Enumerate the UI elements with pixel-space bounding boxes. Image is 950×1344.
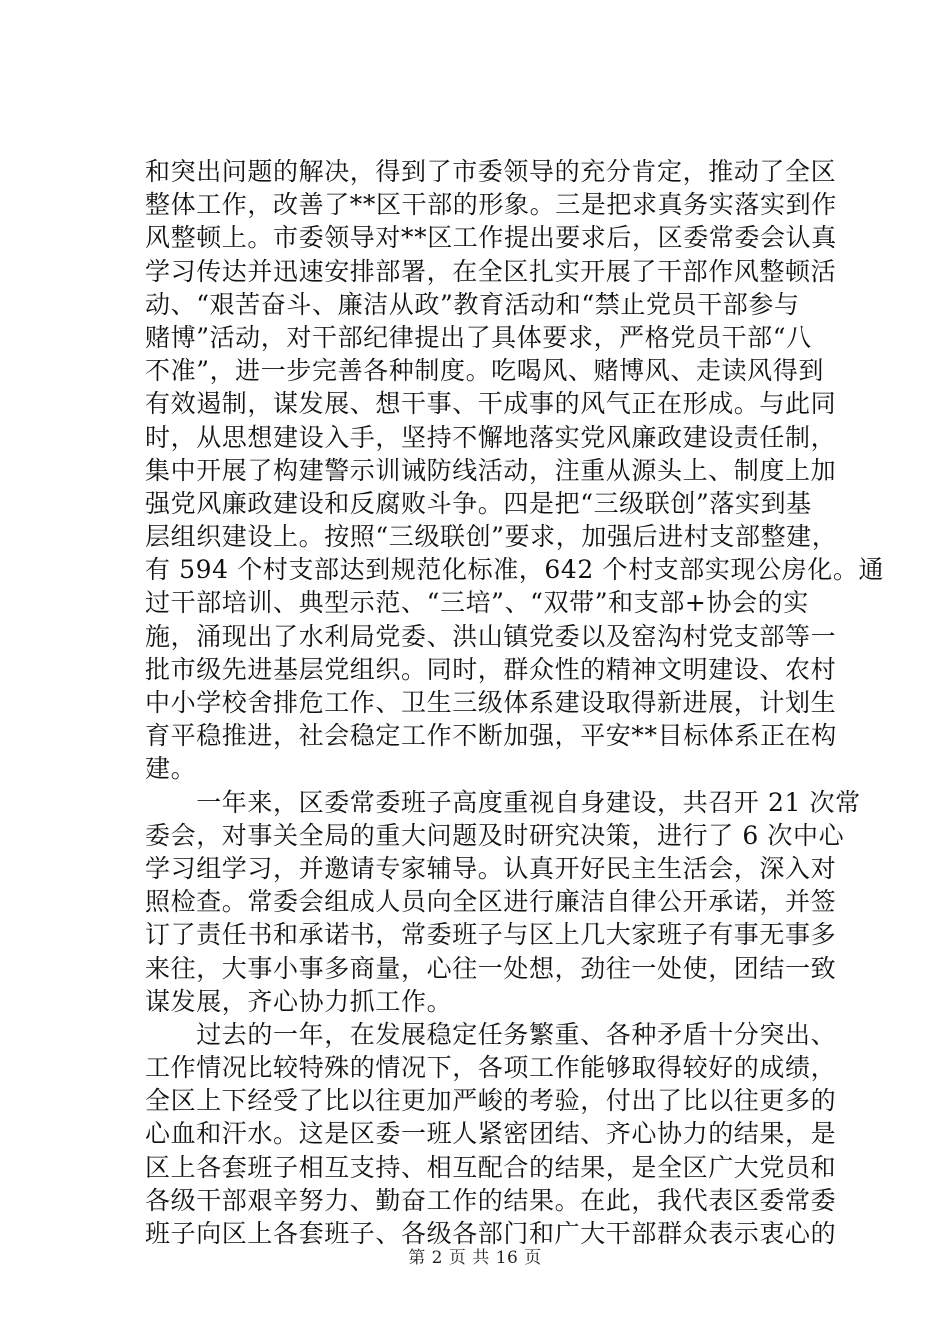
text-line: 一年来，区委常委班子高度重视自身建设，共召开 21 次常 (145, 787, 861, 817)
text-line: 全区上下经受了比以往更加严峻的考验，付出了比以往更多的 (145, 1086, 837, 1116)
text-line: 班子向区上各套班子、各级各部门和广大干部群众表示衷心的 (145, 1219, 837, 1248)
text-line: 有 594 个村支部达到规范化标准，642 个村支部实现公房化。通 (145, 555, 885, 585)
text-line: 时，从思想建设入手，坚持不懈地落实党风廉政建设责任制， (145, 422, 837, 452)
text-line: 建。 (145, 754, 197, 784)
text-line: 过去的一年，在发展稳定任务繁重、各种矛盾十分突出、 (145, 1019, 837, 1049)
text-line: 委会，对事关全局的重大问题及时研究决策，进行了 6 次中心 (145, 820, 845, 850)
text-line: 风整顿上。市委领导对**区工作提出要求后，区委常委会认真 (145, 223, 837, 253)
text-line: 层组织建设上。按照“三级联创”要求，加强后进村支部整建， (145, 522, 838, 552)
body-text (145, 155, 885, 1250)
text-line: 强党风廉政建设和反腐败斗争。四是把“三级联创”落实到基 (145, 488, 812, 518)
text-line: 动、“艰苦奋斗、廉洁从政”教育活动和“禁止党员干部参与 (145, 289, 800, 319)
text-line: 区上各套班子相互支持、相互配合的结果，是全区广大党员和 (145, 1152, 837, 1182)
text-line: 各级干部艰辛努力、勤奋工作的结果。在此，我代表区委常委 (145, 1185, 837, 1215)
text-line: 和突出问题的解决，得到了市委领导的充分肯定，推动了全区 (145, 157, 837, 186)
text-line: 订了责任书和承诺书，常委班子与区上几大家班子有事无事多 (145, 920, 837, 950)
text-line: 施，涌现出了水利局党委、洪山镇党委以及窑沟村党支部等一 (145, 621, 837, 651)
text-line: 批市级先进基层党组织。同时，群众性的精神文明建设、农村 (145, 654, 837, 684)
text-line: 学习组学习，并邀请专家辅导。认真开好民主生活会，深入对 (145, 853, 837, 883)
text-line: 来往，大事小事多商量，心往一处想，劲往一处使，团结一致 (145, 953, 837, 983)
text-line: 赌博”活动，对干部纪律提出了具体要求，严格党员干部“八 (145, 322, 812, 352)
text-line: 学习传达并迅速安排部署，在全区扎实开展了干部作风整顿活 (145, 256, 837, 286)
text-line: 谋发展，齐心协力抓工作。 (145, 986, 453, 1016)
text-line: 集中开展了构建警示训诫防线活动，注重从源头上、制度上加 (145, 455, 837, 485)
text-line: 工作情况比较特殊的情况下，各项工作能够取得较好的成绩， (145, 1053, 837, 1083)
text-line: 育平稳推进，社会稳定工作不断加强，平安**目标体系正在构 (145, 721, 837, 751)
text-line: 照检查。常委会组成人员向全区进行廉洁自律公开承诺，并签 (145, 887, 837, 917)
text-line: 过干部培训、典型示范、“三培”、“双带”和支部+协会的实 (145, 588, 809, 618)
text-line: 有效遏制，谋发展、想干事、干成事的风气正在形成。与此同 (145, 389, 837, 419)
text-line: 整体工作，改善了**区干部的形象。三是把求真务实落实到作 (145, 190, 837, 220)
text-line: 心血和汗水。这是区委一班人紧密团结、齐心协力的结果，是 (145, 1119, 837, 1149)
text-line: 中小学校舍排危工作、卫生三级体系建设取得新进展，计划生 (145, 688, 837, 717)
page-number-footer: 第 2 页 共 16 页 (408, 1248, 542, 1268)
text-line: 不准”，进一步完善各种制度。吃喝风、赌博风、走读风得到 (145, 356, 824, 386)
